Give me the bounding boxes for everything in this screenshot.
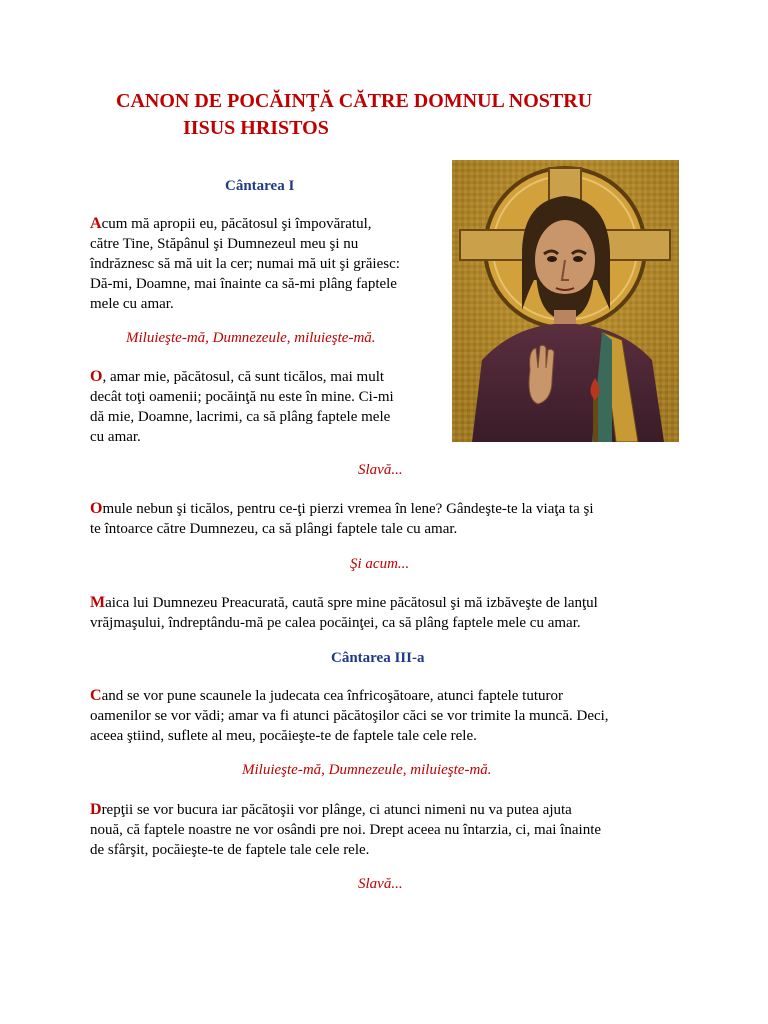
ode-1-paragraph-3: Omule nebun şi ticălos, pentru ce-ţi pierzi vremea în lene? Gândeşte-te la viaţa ta şi te întoarce către Dumnezeu, ca să plângi faptele tale cu amar. xyxy=(90,500,594,537)
slava-doxology: Slavă... xyxy=(358,462,403,478)
drop-initial: D xyxy=(90,801,102,818)
ode-1-paragraph-4: Maica lui Dumnezeu Preacurată, caută spre mine păcătosul şi mă izbăveşte de lanţul vrăjmaşului, îndreptându-mă pe calea pocăinţei, ca să plâng faptele mele cu amar. xyxy=(90,594,598,631)
ode-3-paragraph-2: Drepţii se vor bucura iar păcătoşii vor plânge, ci atunci nimeni nu va putea ajuta nouă, că faptele noastre ne vor osândi pre noi. Drept aceea nu întarzia, ci, mai înainte de sfârşit, pocăieşte-te de faptele tale cele rele. xyxy=(90,801,602,858)
drop-initial: C xyxy=(90,687,102,704)
ode-1-paragraph-1: Acum mă apropii eu, păcătosul şi împovăratul, către Tine, Stăpânul şi Dumnezeul meu şi nu îndrăznesc să mă uit la cer; numai mă uit şi grăiesc: Dă-mi, Doamne, mai înainte ca să-mi plâng faptele mele cu amar. xyxy=(90,215,400,312)
ode-1-paragraph-2: O, amar mie, păcătosul, că sunt ticălos, mai mult decât toţi oamenii; pocăinţă nu este în mine. Ci-mi dă mie, Doamne, lacrimi, ca să plâng faptele mele cu amar. xyxy=(90,368,394,445)
ode-3-paragraph-1: Cand se vor pune scaunele la judecata cea înfricoşătoare, atunci faptele tuturor oamenilor se vor vădi; amar va fi atunci păcătoşilor căci se vor trimite la muncă. Deci, aceea ştiind, suflete al meu, pocăieşte-te de faptele tale cele rele. xyxy=(90,687,609,744)
christ-mosaic-icon xyxy=(452,160,679,442)
drop-initial: A xyxy=(90,215,102,232)
slava-doxology: Slavă... xyxy=(358,876,403,892)
drop-initial: M xyxy=(90,594,106,611)
drop-initial: O xyxy=(90,368,103,385)
christ-icon-image xyxy=(452,160,679,442)
page-title xyxy=(116,88,716,142)
title-line-1: CANON DE POCĂINŢĂ CĂTRE DOMNUL NOSTRU xyxy=(116,90,593,112)
refrain-miluieste: Miluieşte-mă, Dumnezeule, miluieşte-mă. xyxy=(126,330,376,346)
title-line-2: IISUS HRISTOS xyxy=(183,117,329,139)
ode-3-heading: Cântarea III-a xyxy=(331,650,425,666)
drop-initial: O xyxy=(90,500,103,517)
ode-1-heading: Cântarea I xyxy=(225,178,295,194)
refrain-miluieste: Miluieşte-mă, Dumnezeule, miluieşte-mă. xyxy=(242,762,492,778)
si-acum-theotokion: Şi acum... xyxy=(350,556,410,572)
